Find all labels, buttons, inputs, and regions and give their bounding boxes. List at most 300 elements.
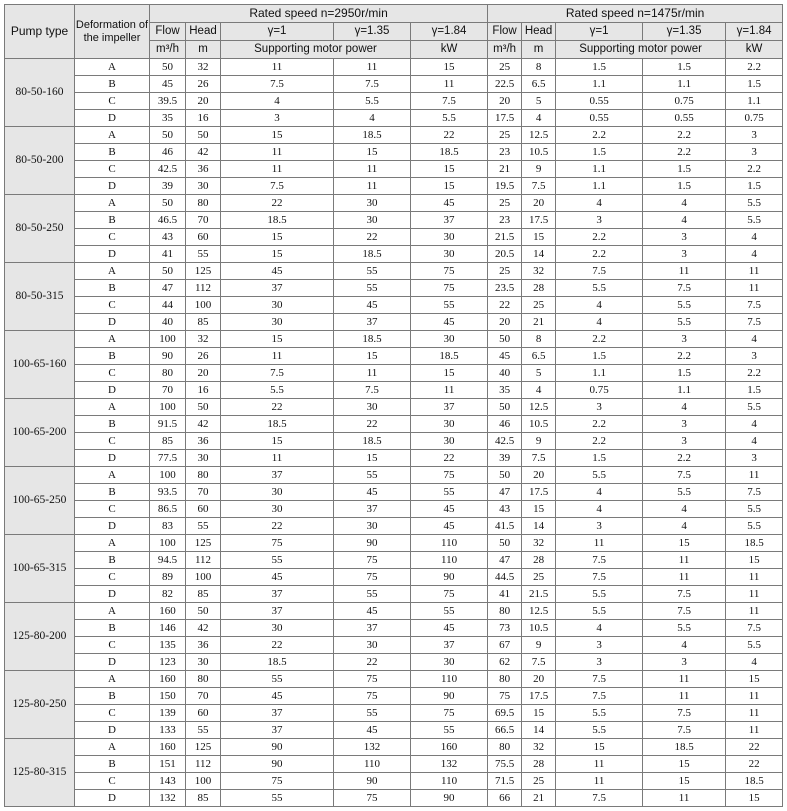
- table-row: [5, 671, 783, 688]
- power-gamma-1-84-1475-cell: 11: [726, 569, 783, 586]
- table-row: [5, 722, 783, 739]
- power-gamma-1-84-2950-cell: 30: [411, 433, 488, 450]
- power-gamma-1-84-1475-cell: 11: [726, 586, 783, 603]
- head-2950-cell: 55: [186, 246, 221, 263]
- flow-2950-cell: 146: [150, 620, 186, 637]
- head-1475-cell: 8: [522, 331, 556, 348]
- table-row: [5, 110, 783, 127]
- power-gamma-1-84-1475-cell: 5.5: [726, 195, 783, 212]
- power-gamma-1-84-1475-cell: 3: [726, 144, 783, 161]
- power-gamma-1-2950-cell: 22: [221, 399, 334, 416]
- head-2950-cell: 36: [186, 433, 221, 450]
- table-row: [5, 229, 783, 246]
- head-1475-cell: 12.5: [522, 603, 556, 620]
- head-1475-cell: 12.5: [522, 399, 556, 416]
- table-row: [5, 365, 783, 382]
- power-gamma-1-1475-cell: 1.5: [556, 450, 643, 467]
- head-1475-cell: 20: [522, 467, 556, 484]
- power-gamma-1-35-2950-cell: 55: [334, 586, 411, 603]
- flow-1475-cell: 41: [488, 586, 522, 603]
- power-gamma-1-35-2950-cell: 75: [334, 569, 411, 586]
- table-row: [5, 178, 783, 195]
- power-gamma-1-35-2950-cell: 5.5: [334, 93, 411, 110]
- head-unit-2950: m: [186, 41, 221, 59]
- power-gamma-1-35-2950-cell: 18.5: [334, 127, 411, 144]
- gamma-1-84-header-1475: γ=1.84: [726, 23, 783, 41]
- table-row: [5, 399, 783, 416]
- power-gamma-1-1475-cell: 5.5: [556, 586, 643, 603]
- power-gamma-1-1475-cell: 1.5: [556, 144, 643, 161]
- power-gamma-1-2950-cell: 37: [221, 722, 334, 739]
- power-gamma-1-2950-cell: 37: [221, 280, 334, 297]
- flow-1475-cell: 69.5: [488, 705, 522, 722]
- power-gamma-1-84-2950-cell: 22: [411, 450, 488, 467]
- head-1475-cell: 32: [522, 263, 556, 280]
- head-1475-cell: 8: [522, 59, 556, 76]
- pump-type-cell: 100-65-315: [5, 535, 75, 603]
- power-gamma-1-35-1475-cell: 5.5: [643, 620, 726, 637]
- power-gamma-1-1475-cell: 11: [556, 773, 643, 790]
- table-row: [5, 127, 783, 144]
- power-gamma-1-84-1475-cell: 5.5: [726, 501, 783, 518]
- pump-type-cell: 80-50-200: [5, 127, 75, 195]
- table-header: [5, 5, 783, 59]
- flow-2950-cell: 39.5: [150, 93, 186, 110]
- table-row: [5, 467, 783, 484]
- power-gamma-1-84-2950-cell: 37: [411, 637, 488, 654]
- impeller-variant-cell: B: [75, 552, 150, 569]
- pump-type-cell: 100-65-200: [5, 399, 75, 467]
- impeller-variant-cell: A: [75, 399, 150, 416]
- power-gamma-1-2950-cell: 30: [221, 484, 334, 501]
- power-gamma-1-2950-cell: 37: [221, 586, 334, 603]
- power-gamma-1-84-1475-cell: 11: [726, 603, 783, 620]
- flow-2950-cell: 85: [150, 433, 186, 450]
- power-gamma-1-35-1475-cell: 11: [643, 569, 726, 586]
- head-header-1475: Head: [522, 23, 556, 41]
- flow-2950-cell: 82: [150, 586, 186, 603]
- flow-1475-cell: 67: [488, 637, 522, 654]
- impeller-variant-cell: C: [75, 365, 150, 382]
- flow-2950-cell: 160: [150, 603, 186, 620]
- power-gamma-1-84-2950-cell: 55: [411, 484, 488, 501]
- flow-1475-cell: 44.5: [488, 569, 522, 586]
- power-gamma-1-35-2950-cell: 55: [334, 280, 411, 297]
- head-1475-cell: 15: [522, 705, 556, 722]
- impeller-variant-cell: C: [75, 161, 150, 178]
- head-1475-cell: 17.5: [522, 212, 556, 229]
- flow-1475-cell: 46: [488, 416, 522, 433]
- table-row: [5, 212, 783, 229]
- head-1475-cell: 9: [522, 161, 556, 178]
- power-gamma-1-35-2950-cell: 55: [334, 705, 411, 722]
- kw-unit-1475: kW: [726, 41, 783, 59]
- flow-2950-cell: 90: [150, 348, 186, 365]
- power-gamma-1-1475-cell: 3: [556, 637, 643, 654]
- head-1475-cell: 32: [522, 535, 556, 552]
- power-gamma-1-2950-cell: 30: [221, 314, 334, 331]
- head-2950-cell: 32: [186, 331, 221, 348]
- power-gamma-1-84-1475-cell: 11: [726, 705, 783, 722]
- table-row: [5, 297, 783, 314]
- flow-1475-cell: 20.5: [488, 246, 522, 263]
- flow-1475-cell: 66: [488, 790, 522, 807]
- flow-header-2950: Flow: [150, 23, 186, 41]
- power-gamma-1-35-1475-cell: 11: [643, 790, 726, 807]
- head-2950-cell: 85: [186, 586, 221, 603]
- head-2950-cell: 100: [186, 297, 221, 314]
- power-gamma-1-84-2950-cell: 15: [411, 365, 488, 382]
- impeller-variant-cell: C: [75, 501, 150, 518]
- power-gamma-1-35-1475-cell: 11: [643, 671, 726, 688]
- flow-1475-cell: 21: [488, 161, 522, 178]
- flow-1475-cell: 35: [488, 382, 522, 399]
- head-2950-cell: 42: [186, 416, 221, 433]
- power-gamma-1-35-1475-cell: 7.5: [643, 280, 726, 297]
- impeller-variant-cell: D: [75, 110, 150, 127]
- power-gamma-1-1475-cell: 1.5: [556, 59, 643, 76]
- head-2950-cell: 112: [186, 280, 221, 297]
- table-row: [5, 705, 783, 722]
- power-gamma-1-84-1475-cell: 2.2: [726, 365, 783, 382]
- table-row: [5, 144, 783, 161]
- head-1475-cell: 17.5: [522, 484, 556, 501]
- head-1475-cell: 28: [522, 756, 556, 773]
- power-gamma-1-84-2950-cell: 75: [411, 705, 488, 722]
- power-gamma-1-1475-cell: 2.2: [556, 229, 643, 246]
- head-1475-cell: 7.5: [522, 178, 556, 195]
- power-gamma-1-84-1475-cell: 2.2: [726, 161, 783, 178]
- power-gamma-1-84-1475-cell: 18.5: [726, 773, 783, 790]
- flow-1475-cell: 50: [488, 467, 522, 484]
- power-gamma-1-84-2950-cell: 5.5: [411, 110, 488, 127]
- power-gamma-1-84-1475-cell: 4: [726, 654, 783, 671]
- power-gamma-1-2950-cell: 15: [221, 331, 334, 348]
- impeller-variant-cell: A: [75, 195, 150, 212]
- flow-2950-cell: 83: [150, 518, 186, 535]
- flow-1475-cell: 41.5: [488, 518, 522, 535]
- head-2950-cell: 80: [186, 671, 221, 688]
- head-1475-cell: 6.5: [522, 348, 556, 365]
- power-gamma-1-35-2950-cell: 45: [334, 722, 411, 739]
- flow-1475-cell: 23: [488, 144, 522, 161]
- impeller-variant-cell: C: [75, 433, 150, 450]
- power-gamma-1-35-2950-cell: 132: [334, 739, 411, 756]
- head-1475-cell: 14: [522, 246, 556, 263]
- head-unit-1475: m: [522, 41, 556, 59]
- power-gamma-1-1475-cell: 5.5: [556, 722, 643, 739]
- power-gamma-1-1475-cell: 7.5: [556, 552, 643, 569]
- flow-2950-cell: 39: [150, 178, 186, 195]
- power-gamma-1-35-1475-cell: 1.1: [643, 76, 726, 93]
- power-gamma-1-84-2950-cell: 11: [411, 76, 488, 93]
- flow-2950-cell: 46.5: [150, 212, 186, 229]
- pump-type-cell: 80-50-160: [5, 59, 75, 127]
- flow-2950-cell: 41: [150, 246, 186, 263]
- pump-type-cell: 100-65-160: [5, 331, 75, 399]
- power-gamma-1-84-1475-cell: 7.5: [726, 620, 783, 637]
- flow-2950-cell: 40: [150, 314, 186, 331]
- power-gamma-1-35-2950-cell: 11: [334, 178, 411, 195]
- power-gamma-1-1475-cell: 7.5: [556, 688, 643, 705]
- flow-2950-cell: 160: [150, 739, 186, 756]
- flow-1475-cell: 20: [488, 93, 522, 110]
- head-1475-cell: 17.5: [522, 688, 556, 705]
- power-gamma-1-84-2950-cell: 30: [411, 229, 488, 246]
- power-gamma-1-35-2950-cell: 11: [334, 161, 411, 178]
- power-gamma-1-84-1475-cell: 15: [726, 552, 783, 569]
- power-gamma-1-35-2950-cell: 7.5: [334, 382, 411, 399]
- head-2950-cell: 16: [186, 382, 221, 399]
- impeller-variant-cell: C: [75, 705, 150, 722]
- power-gamma-1-2950-cell: 7.5: [221, 76, 334, 93]
- power-gamma-1-35-1475-cell: 7.5: [643, 722, 726, 739]
- head-2950-cell: 80: [186, 467, 221, 484]
- power-gamma-1-2950-cell: 18.5: [221, 212, 334, 229]
- power-gamma-1-35-1475-cell: 4: [643, 212, 726, 229]
- power-gamma-1-1475-cell: 4: [556, 620, 643, 637]
- power-gamma-1-35-2950-cell: 22: [334, 654, 411, 671]
- head-1475-cell: 4: [522, 382, 556, 399]
- impeller-variant-cell: C: [75, 297, 150, 314]
- power-gamma-1-84-1475-cell: 5.5: [726, 212, 783, 229]
- power-gamma-1-2950-cell: 11: [221, 144, 334, 161]
- power-gamma-1-35-2950-cell: 30: [334, 637, 411, 654]
- table-row: [5, 484, 783, 501]
- pump-type-cell: 125-80-250: [5, 671, 75, 739]
- supporting-motor-power-1475: Supporting motor power: [556, 41, 726, 59]
- table-row: [5, 76, 783, 93]
- flow-2950-cell: 132: [150, 790, 186, 807]
- flow-2950-cell: 43: [150, 229, 186, 246]
- power-gamma-1-35-2950-cell: 15: [334, 348, 411, 365]
- power-gamma-1-1475-cell: 2.2: [556, 331, 643, 348]
- pump-type-cell: 80-50-315: [5, 263, 75, 331]
- power-gamma-1-84-2950-cell: 22: [411, 127, 488, 144]
- impeller-variant-cell: D: [75, 722, 150, 739]
- head-1475-cell: 5: [522, 93, 556, 110]
- power-gamma-1-35-2950-cell: 18.5: [334, 246, 411, 263]
- flow-2950-cell: 50: [150, 263, 186, 280]
- head-2950-cell: 42: [186, 620, 221, 637]
- head-2950-cell: 55: [186, 518, 221, 535]
- pump-type-cell: 125-80-200: [5, 603, 75, 671]
- power-gamma-1-35-1475-cell: 11: [643, 688, 726, 705]
- power-gamma-1-84-2950-cell: 30: [411, 654, 488, 671]
- power-gamma-1-1475-cell: 2.2: [556, 416, 643, 433]
- pump-type-header: Pump type: [5, 5, 75, 59]
- power-gamma-1-35-1475-cell: 5.5: [643, 484, 726, 501]
- power-gamma-1-2950-cell: 11: [221, 161, 334, 178]
- head-2950-cell: 85: [186, 314, 221, 331]
- power-gamma-1-2950-cell: 18.5: [221, 416, 334, 433]
- power-gamma-1-84-2950-cell: 11: [411, 382, 488, 399]
- head-2950-cell: 80: [186, 195, 221, 212]
- head-2950-cell: 70: [186, 484, 221, 501]
- table-row: [5, 790, 783, 807]
- kw-unit-2950: kW: [411, 41, 488, 59]
- flow-header-1475: Flow: [488, 23, 522, 41]
- power-gamma-1-84-1475-cell: 3: [726, 127, 783, 144]
- power-gamma-1-1475-cell: 1.1: [556, 178, 643, 195]
- head-1475-cell: 6.5: [522, 76, 556, 93]
- power-gamma-1-1475-cell: 7.5: [556, 671, 643, 688]
- power-gamma-1-35-1475-cell: 1.5: [643, 59, 726, 76]
- head-2950-cell: 125: [186, 739, 221, 756]
- power-gamma-1-84-2950-cell: 75: [411, 263, 488, 280]
- flow-1475-cell: 75: [488, 688, 522, 705]
- power-gamma-1-35-1475-cell: 4: [643, 399, 726, 416]
- power-gamma-1-35-1475-cell: 4: [643, 501, 726, 518]
- impeller-variant-cell: C: [75, 569, 150, 586]
- power-gamma-1-35-1475-cell: 15: [643, 535, 726, 552]
- power-gamma-1-2950-cell: 15: [221, 246, 334, 263]
- power-gamma-1-84-1475-cell: 1.5: [726, 76, 783, 93]
- head-2950-cell: 70: [186, 212, 221, 229]
- power-gamma-1-35-2950-cell: 30: [334, 518, 411, 535]
- power-gamma-1-84-1475-cell: 7.5: [726, 314, 783, 331]
- power-gamma-1-35-1475-cell: 3: [643, 246, 726, 263]
- flow-2950-cell: 45: [150, 76, 186, 93]
- power-gamma-1-35-1475-cell: 15: [643, 773, 726, 790]
- table-row: [5, 195, 783, 212]
- power-gamma-1-2950-cell: 37: [221, 603, 334, 620]
- power-gamma-1-35-1475-cell: 3: [643, 331, 726, 348]
- flow-2950-cell: 44: [150, 297, 186, 314]
- flow-1475-cell: 73: [488, 620, 522, 637]
- impeller-variant-cell: B: [75, 144, 150, 161]
- power-gamma-1-35-2950-cell: 55: [334, 263, 411, 280]
- head-1475-cell: 10.5: [522, 144, 556, 161]
- head-2950-cell: 26: [186, 348, 221, 365]
- table-row: [5, 501, 783, 518]
- impeller-variant-cell: D: [75, 450, 150, 467]
- power-gamma-1-35-2950-cell: 11: [334, 365, 411, 382]
- head-1475-cell: 25: [522, 773, 556, 790]
- impeller-variant-cell: A: [75, 59, 150, 76]
- table-row: [5, 433, 783, 450]
- impeller-variant-cell: B: [75, 416, 150, 433]
- power-gamma-1-84-2950-cell: 45: [411, 501, 488, 518]
- power-gamma-1-2950-cell: 22: [221, 637, 334, 654]
- impeller-variant-cell: A: [75, 671, 150, 688]
- flow-2950-cell: 50: [150, 195, 186, 212]
- power-gamma-1-1475-cell: 7.5: [556, 790, 643, 807]
- power-gamma-1-1475-cell: 5.5: [556, 603, 643, 620]
- flow-1475-cell: 42.5: [488, 433, 522, 450]
- impeller-variant-cell: D: [75, 586, 150, 603]
- flow-2950-cell: 143: [150, 773, 186, 790]
- power-gamma-1-35-2950-cell: 30: [334, 399, 411, 416]
- flow-unit-2950: m³/h: [150, 41, 186, 59]
- power-gamma-1-84-1475-cell: 22: [726, 739, 783, 756]
- power-gamma-1-35-2950-cell: 22: [334, 229, 411, 246]
- power-gamma-1-35-2950-cell: 22: [334, 416, 411, 433]
- power-gamma-1-1475-cell: 4: [556, 297, 643, 314]
- flow-1475-cell: 39: [488, 450, 522, 467]
- power-gamma-1-84-2950-cell: 110: [411, 671, 488, 688]
- power-gamma-1-1475-cell: 4: [556, 501, 643, 518]
- power-gamma-1-84-2950-cell: 110: [411, 773, 488, 790]
- table-body: [5, 59, 783, 807]
- flow-1475-cell: 47: [488, 552, 522, 569]
- flow-1475-cell: 47: [488, 484, 522, 501]
- power-gamma-1-2950-cell: 45: [221, 688, 334, 705]
- head-2950-cell: 36: [186, 637, 221, 654]
- impeller-variant-cell: C: [75, 93, 150, 110]
- power-gamma-1-2950-cell: 18.5: [221, 654, 334, 671]
- power-gamma-1-84-2950-cell: 15: [411, 178, 488, 195]
- power-gamma-1-35-2950-cell: 18.5: [334, 433, 411, 450]
- flow-1475-cell: 50: [488, 535, 522, 552]
- table-row: [5, 603, 783, 620]
- power-gamma-1-84-2950-cell: 90: [411, 569, 488, 586]
- table-row: [5, 450, 783, 467]
- power-gamma-1-35-2950-cell: 75: [334, 688, 411, 705]
- power-gamma-1-1475-cell: 1.5: [556, 348, 643, 365]
- power-gamma-1-84-1475-cell: 4: [726, 246, 783, 263]
- power-gamma-1-2950-cell: 7.5: [221, 365, 334, 382]
- power-gamma-1-84-1475-cell: 5.5: [726, 637, 783, 654]
- power-gamma-1-35-1475-cell: 3: [643, 229, 726, 246]
- power-gamma-1-35-1475-cell: 7.5: [643, 586, 726, 603]
- power-gamma-1-35-2950-cell: 11: [334, 59, 411, 76]
- power-gamma-1-84-2950-cell: 132: [411, 756, 488, 773]
- power-gamma-1-84-2950-cell: 7.5: [411, 93, 488, 110]
- power-gamma-1-2950-cell: 3: [221, 110, 334, 127]
- power-gamma-1-35-1475-cell: 7.5: [643, 705, 726, 722]
- power-gamma-1-84-1475-cell: 11: [726, 263, 783, 280]
- table-row: [5, 314, 783, 331]
- impeller-variant-cell: B: [75, 756, 150, 773]
- power-gamma-1-84-2950-cell: 15: [411, 59, 488, 76]
- power-gamma-1-84-2950-cell: 45: [411, 314, 488, 331]
- power-gamma-1-35-1475-cell: 0.55: [643, 110, 726, 127]
- flow-1475-cell: 50: [488, 331, 522, 348]
- head-header-2950: Head: [186, 23, 221, 41]
- power-gamma-1-35-2950-cell: 15: [334, 450, 411, 467]
- power-gamma-1-35-1475-cell: 7.5: [643, 467, 726, 484]
- head-2950-cell: 85: [186, 790, 221, 807]
- power-gamma-1-84-2950-cell: 45: [411, 195, 488, 212]
- power-gamma-1-35-2950-cell: 55: [334, 467, 411, 484]
- power-gamma-1-35-1475-cell: 5.5: [643, 297, 726, 314]
- head-1475-cell: 15: [522, 229, 556, 246]
- pump-performance-table: [4, 4, 783, 807]
- head-1475-cell: 5: [522, 365, 556, 382]
- head-1475-cell: 25: [522, 569, 556, 586]
- power-gamma-1-84-2950-cell: 75: [411, 467, 488, 484]
- power-gamma-1-35-1475-cell: 3: [643, 416, 726, 433]
- gamma-1-35-header-2950: γ=1.35: [334, 23, 411, 41]
- power-gamma-1-84-2950-cell: 15: [411, 161, 488, 178]
- power-gamma-1-1475-cell: 11: [556, 756, 643, 773]
- head-1475-cell: 28: [522, 552, 556, 569]
- power-gamma-1-35-2950-cell: 75: [334, 790, 411, 807]
- gamma-1-84-header-2950: γ=1.84: [411, 23, 488, 41]
- head-1475-cell: 7.5: [522, 654, 556, 671]
- power-gamma-1-35-2950-cell: 37: [334, 620, 411, 637]
- power-gamma-1-1475-cell: 3: [556, 399, 643, 416]
- head-1475-cell: 28: [522, 280, 556, 297]
- flow-1475-cell: 25: [488, 127, 522, 144]
- flow-1475-cell: 25: [488, 263, 522, 280]
- power-gamma-1-35-2950-cell: 90: [334, 535, 411, 552]
- power-gamma-1-1475-cell: 0.55: [556, 93, 643, 110]
- power-gamma-1-1475-cell: 1.1: [556, 365, 643, 382]
- flow-1475-cell: 23: [488, 212, 522, 229]
- power-gamma-1-1475-cell: 3: [556, 518, 643, 535]
